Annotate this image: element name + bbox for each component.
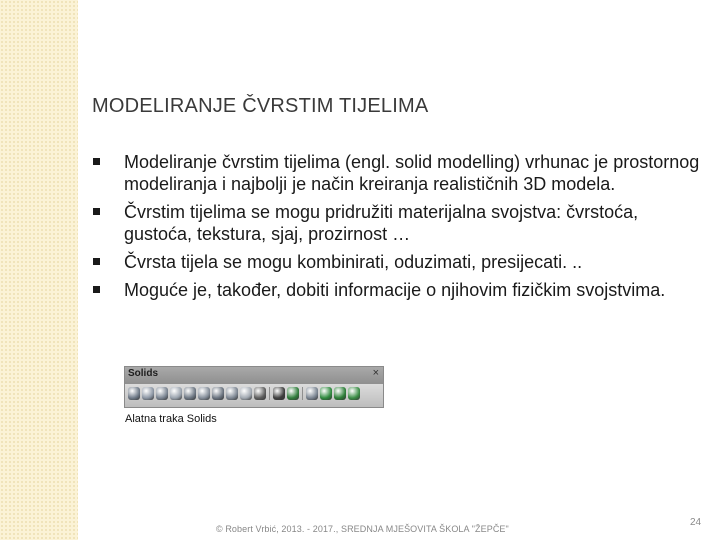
bullet-text: Modeliranje čvrstim tijelima (engl. solid modelling) vrhunac je prostornog modeliranja i najbolji je način kreiranja realističnih 3D modela. xyxy=(124,152,700,194)
extrude-icon[interactable] xyxy=(212,387,224,400)
union-icon[interactable] xyxy=(287,387,299,400)
setup-profile-icon[interactable] xyxy=(334,387,346,400)
bullet-square-icon xyxy=(93,286,100,293)
footer-copyright: © Robert Vrbić, 2013. - 2017., SREDNJA MJEŠOVITA ŠKOLA "ŽEPČE" xyxy=(216,524,509,534)
revolve-icon[interactable] xyxy=(226,387,238,400)
toolbar-separator xyxy=(269,387,270,400)
slice-icon[interactable] xyxy=(240,387,252,400)
setup-view-icon[interactable] xyxy=(320,387,332,400)
bullet-item xyxy=(92,279,702,301)
solids-toolbar-image xyxy=(124,366,384,408)
toolbar-buttons xyxy=(125,384,383,407)
box-icon[interactable] xyxy=(128,387,140,400)
sphere-icon[interactable] xyxy=(142,387,154,400)
toolbar-caption: Alatna traka Solids xyxy=(125,413,217,425)
bullet-text: Moguće je, također, dobiti informacije o njihovim fizičkim svojstvima. xyxy=(124,280,666,300)
bullet-item xyxy=(92,251,702,273)
toolbar-separator xyxy=(302,387,303,400)
page-number: 24 xyxy=(690,517,702,528)
bullet-square-icon xyxy=(93,158,100,165)
decorative-side-band xyxy=(0,0,78,540)
bullet-item xyxy=(92,201,702,245)
bullet-item xyxy=(92,151,702,195)
section-icon[interactable] xyxy=(254,387,266,400)
solid-edit-icon[interactable] xyxy=(348,387,360,400)
toolbar-title: Solids xyxy=(128,368,159,379)
torus-icon[interactable] xyxy=(198,387,210,400)
cylinder-icon[interactable] xyxy=(156,387,168,400)
close-icon[interactable]: × xyxy=(372,367,379,379)
bullet-square-icon xyxy=(93,208,100,215)
bullet-text: Čvrstim tijelima se mogu pridružiti materijalna svojstva: čvrstoća, gustoća, tekstura, sjaj, prozirnost … xyxy=(124,202,639,244)
slide-title: MODELIRANJE ČVRSTIM TIJELIMA xyxy=(92,95,429,117)
bullet-square-icon xyxy=(93,258,100,265)
cone-icon[interactable] xyxy=(170,387,182,400)
bullet-list xyxy=(92,151,702,301)
interfere-icon[interactable] xyxy=(273,387,285,400)
wedge-icon[interactable] xyxy=(184,387,196,400)
setup-drawing-icon[interactable] xyxy=(306,387,318,400)
bullet-text: Čvrsta tijela se mogu kombinirati, oduzimati, presijecati. .. xyxy=(124,252,583,272)
toolbar-titlebar xyxy=(125,367,383,384)
